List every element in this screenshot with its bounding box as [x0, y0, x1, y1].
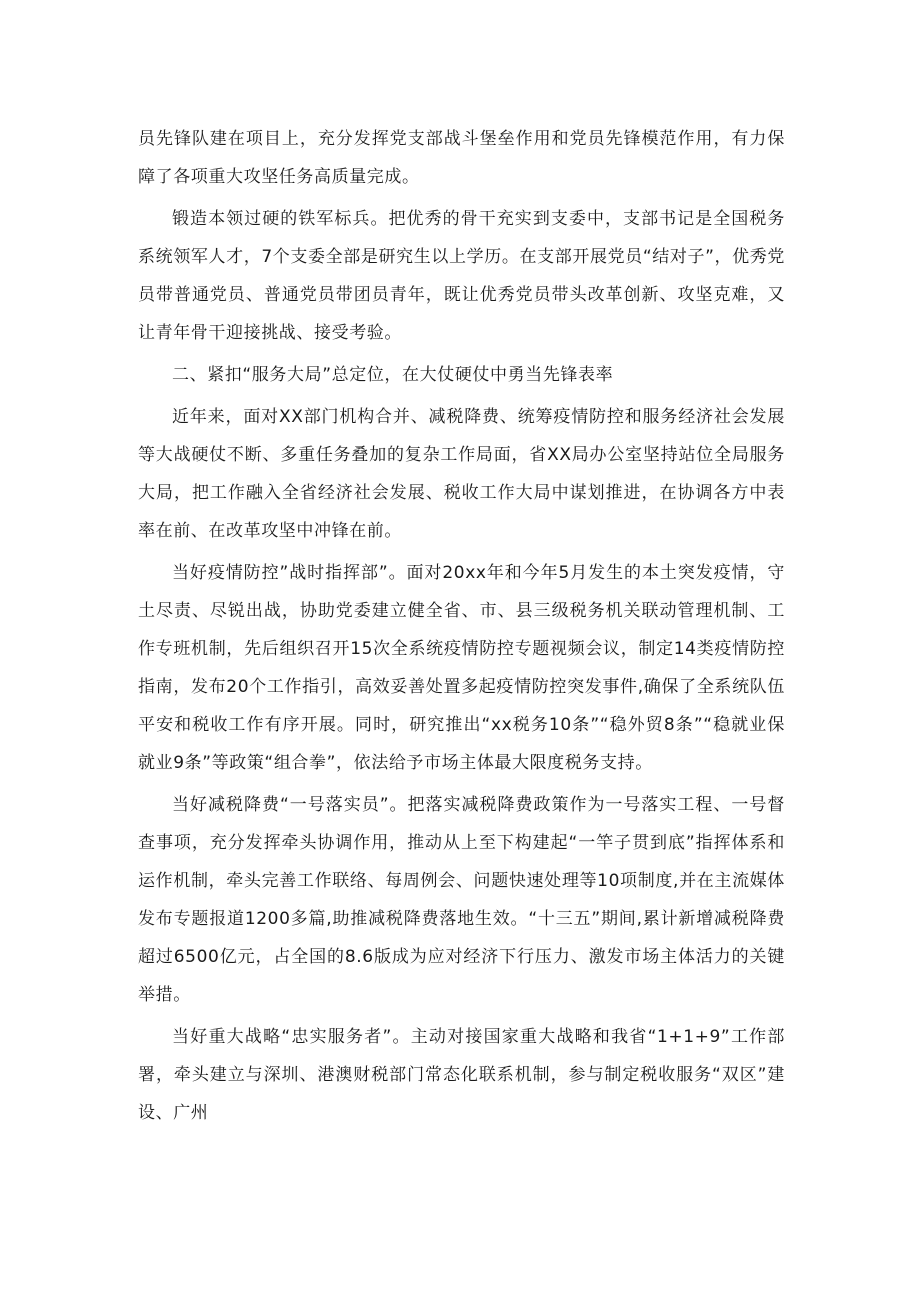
paragraph-6: 当好重大战略“忠实服务者”。主动对接国家重大战略和我省“1+1+9”工作部署，牵头建立与深圳、港澳财税部门常态化联系机制，参与制定税收服务“双区”建设、广州: [138, 1027, 785, 1123]
paragraph-3: 近年来，面对XX部门机构合并、减税降费、统筹疫情防控和服务经济社会发展等大战硬仗不断、多重任务叠加的复杂工作局面，省XX局办公室坚持站位全局服务大局，把工作融入全省经济社会发展、税收工作大局中谋划推进，在协调各方中表率在前、在改革攻坚中冲锋在前。: [138, 407, 785, 541]
section-heading-2: 二、紧扣“服务大局”总定位，在大仗硬仗中勇当先锋表率: [172, 365, 614, 385]
paragraph-4: 当好疫情防控”战时指挥部”。面对20xx年和今年5月发生的本土突发疫情，守土尽责、尽锐出战，协助党委建立健全省、市、县三级税务机关联动管理机制、工作专班机制，先后组织召开15次全系统疫情防控专题视频会议，制定14类疫情防控指南，发布20个工作指引，高效妥善处置多起疫情防控突发事件,确保了全系统队伍平安和税收工作有序开展。同时，研究推出“xx税务10条”“稳外贸8条”“稳就业保就业9条”等政策“组合拳”，依法给予市场主体最大限度税务支持。: [138, 563, 785, 773]
paragraph-1: 员先锋队建在项目上，充分发挥党支部战斗堡垒作用和党员先锋模范作用，有力保障了各项重大攻坚任务高质量完成。: [138, 129, 785, 187]
paragraph-2: 锻造本领过硬的铁军标兵。把优秀的骨干充实到支委中，支部书记是全国税务系统领军人才，7个支委全部是研究生以上学历。在支部开展党员“结对子”，优秀党员带普通党员、普通党员带团员青年，既让优秀党员带头改革创新、攻坚克难，又让青年骨干迎接挑战、接受考验。: [138, 209, 785, 343]
paragraph-5: 当好减税降费“一号落实员”。把落实减税降费政策作为一号落实工程、一号督查事项，充分发挥牵头协调作用，推动从上至下构建起“一竿子贯到底”指挥体系和运作机制，牵头完善工作联络、每周例会、问题快速处理等10项制度,并在主流媒体发布专题报道1200多篇,助推减税降费落地生效。“十三五”期间,累计新增减税降费超过6500亿元，占全国的8.6版成为应对经济下行压力、激发市场主体活力的关键举措。: [138, 795, 785, 1005]
